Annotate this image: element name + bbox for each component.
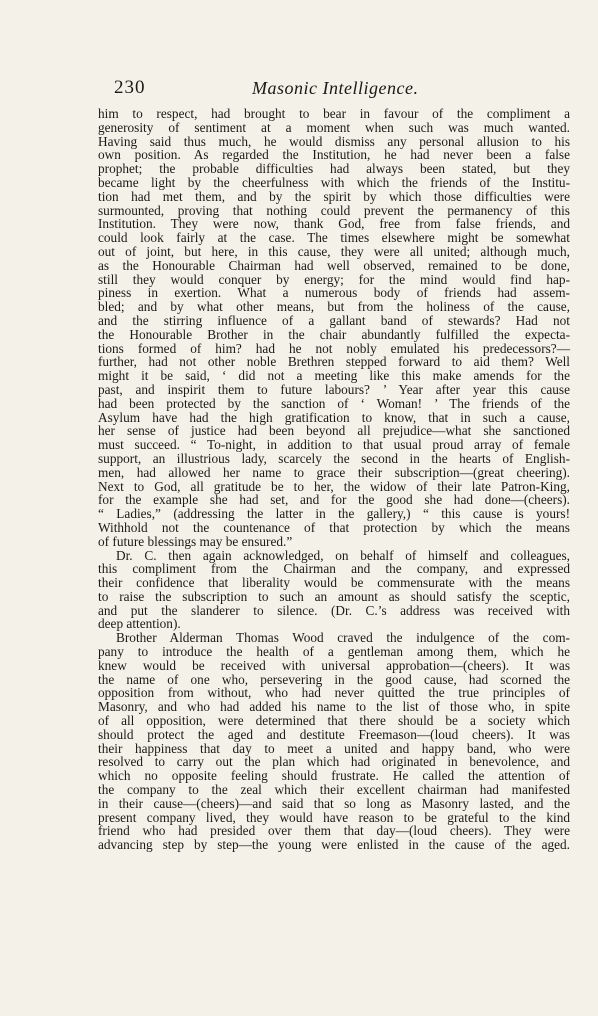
- text-line: piness in exertion. What a numerous body of friends had assem-: [98, 285, 570, 301]
- text-line: Brother Alderman Thomas Wood craved the indulgence of the com-: [116, 630, 570, 646]
- body-text: [98, 107, 570, 852]
- text-line: Institution. They were now, thank God, free from false friends, and: [98, 216, 570, 232]
- text-line: and the stirring influence of a gallant band of stewards? Had not: [98, 312, 570, 328]
- text-line: Masonry, and who had added his name to the list of those who, in spite: [98, 699, 570, 715]
- text-line: surmounted, proving that nothing could prevent the permanency of this: [98, 202, 570, 218]
- text-line: out of joint, but here, in this cause, they were all united; although much,: [98, 243, 570, 259]
- text-line: which no opposite feeling should frustrate. He called the attention of: [98, 768, 570, 784]
- text-line: tions formed of him? had he not nobly emulated his predecessors?—: [98, 340, 570, 356]
- text-line: deep attention).: [98, 616, 181, 632]
- text-line: the name of one who, persevering in the good cause, had scorned the: [98, 671, 570, 687]
- text-line: own position. As regarded the Institution, he had never been a false: [98, 147, 570, 163]
- page-number: 230: [114, 77, 146, 98]
- text-line: Withhold not the countenance of that protection by which the means: [98, 519, 570, 535]
- text-line: generosity of sentiment at a moment when such was much wanted.: [98, 119, 570, 135]
- text-line: of future blessings may be ensured.”: [98, 533, 293, 549]
- text-line: became light by the cheerfulness with which the friends of the Institu-: [98, 174, 570, 190]
- text-line: resolved to carry out the plan which had originated in benevolence, and: [98, 754, 570, 770]
- text-line: advancing step by step—the young were enlisted in the cause of the aged.: [98, 837, 570, 853]
- text-line: Asylum have had the high gratification to know, that in such a cause,: [98, 409, 570, 425]
- page-header: [114, 77, 546, 101]
- text-line: him to respect, had brought to bear in favour of the compliment a: [98, 106, 570, 121]
- text-line: their happiness that day to meet a united and happy band, who were: [98, 740, 570, 756]
- text-line: should protect the aged and destitute Freemason—(loud cheers). It was: [98, 726, 570, 742]
- text-line: prophet; the probable difficulties had always been stated, but they: [98, 161, 570, 177]
- text-line: had been protected by the sanction of ‘ Woman! ’ The friends of the: [98, 395, 570, 411]
- text-line: the company to the zeal which their excellent chairman had manifested: [98, 782, 570, 798]
- text-line: knew would be received with universal approbation—(cheers). It was: [98, 657, 570, 673]
- text-line: for the example she had set, and for the good she had done—(cheers).: [98, 492, 570, 508]
- text-line: might it be said, ‘ did not a meeting like this make amends for the: [98, 368, 570, 384]
- text-line: to raise the subscription to such an amount as should satisfy the sceptic,: [98, 588, 570, 604]
- running-head: Masonic Intelligence.: [252, 78, 419, 98]
- text-line: their confidence that liberality would be commensurate with the means: [98, 575, 570, 591]
- text-line: her sense of justice had been beyond all prejudice—what she sanctioned: [98, 423, 570, 439]
- text-line: Having said thus much, he would dismiss any personal allusion to his: [98, 133, 570, 149]
- text-line: support, an illustrious lady, scarcely the second in the hearts of English-: [98, 450, 570, 466]
- text-line: Dr. C. then again acknowledged, on behalf of himself and colleagues,: [116, 547, 570, 563]
- text-line: past, and inspirit them to future labours? ’ Year after year this cause: [98, 381, 570, 397]
- text-line: and put the slanderer to silence. (Dr. C.’s address was received with: [98, 602, 570, 618]
- text-line: must succeed. “ To-night, in addition to that usual proud array of female: [98, 437, 570, 453]
- text-line: still they would conquer by energy; for the mind would find hap-: [98, 271, 570, 287]
- text-line: friend who had presided over them that day—(loud cheers). They were: [98, 823, 570, 839]
- text-line: tion had met them, and by the spirit by which those difficulties were: [98, 188, 570, 204]
- text-line: further, had not other noble Brethren stepped forward to aid them? Well: [98, 354, 570, 370]
- text-line: as the Honourable Chairman had well observed, remained to be done,: [98, 257, 570, 273]
- text-line: in their cause—(cheers)—and said that so long as Masonry lasted, and the: [98, 795, 570, 811]
- text-line: men, had allowed her name to grace their subscription—(great cheering).: [98, 464, 570, 480]
- text-line: opposition from without, who had never quitted the true principles of: [98, 685, 570, 701]
- text-line: of all opposition, were determined that there should be a society which: [98, 713, 570, 729]
- text-line: Next to God, all gratitude be to her, the widow of their late Patron-King,: [98, 478, 570, 494]
- text-line: pany to introduce the health of a gentleman among them, which he: [98, 644, 570, 660]
- text-line: the Honourable Brother in the chair abundantly fulfilled the expecta-: [98, 326, 570, 342]
- text-line: present company lived, they would have reason to be grateful to the kind: [98, 809, 570, 825]
- text-line: this compliment from the Chairman and the company, and expressed: [98, 561, 570, 577]
- text-line: “ Ladies,” (addressing the latter in the gallery,) “ this cause is yours!: [98, 506, 570, 522]
- text-line: bled; and by what other means, but from the holiness of the cause,: [98, 299, 570, 315]
- text-line: could look fairly at the case. The times elsewhere might be somewhat: [98, 230, 570, 246]
